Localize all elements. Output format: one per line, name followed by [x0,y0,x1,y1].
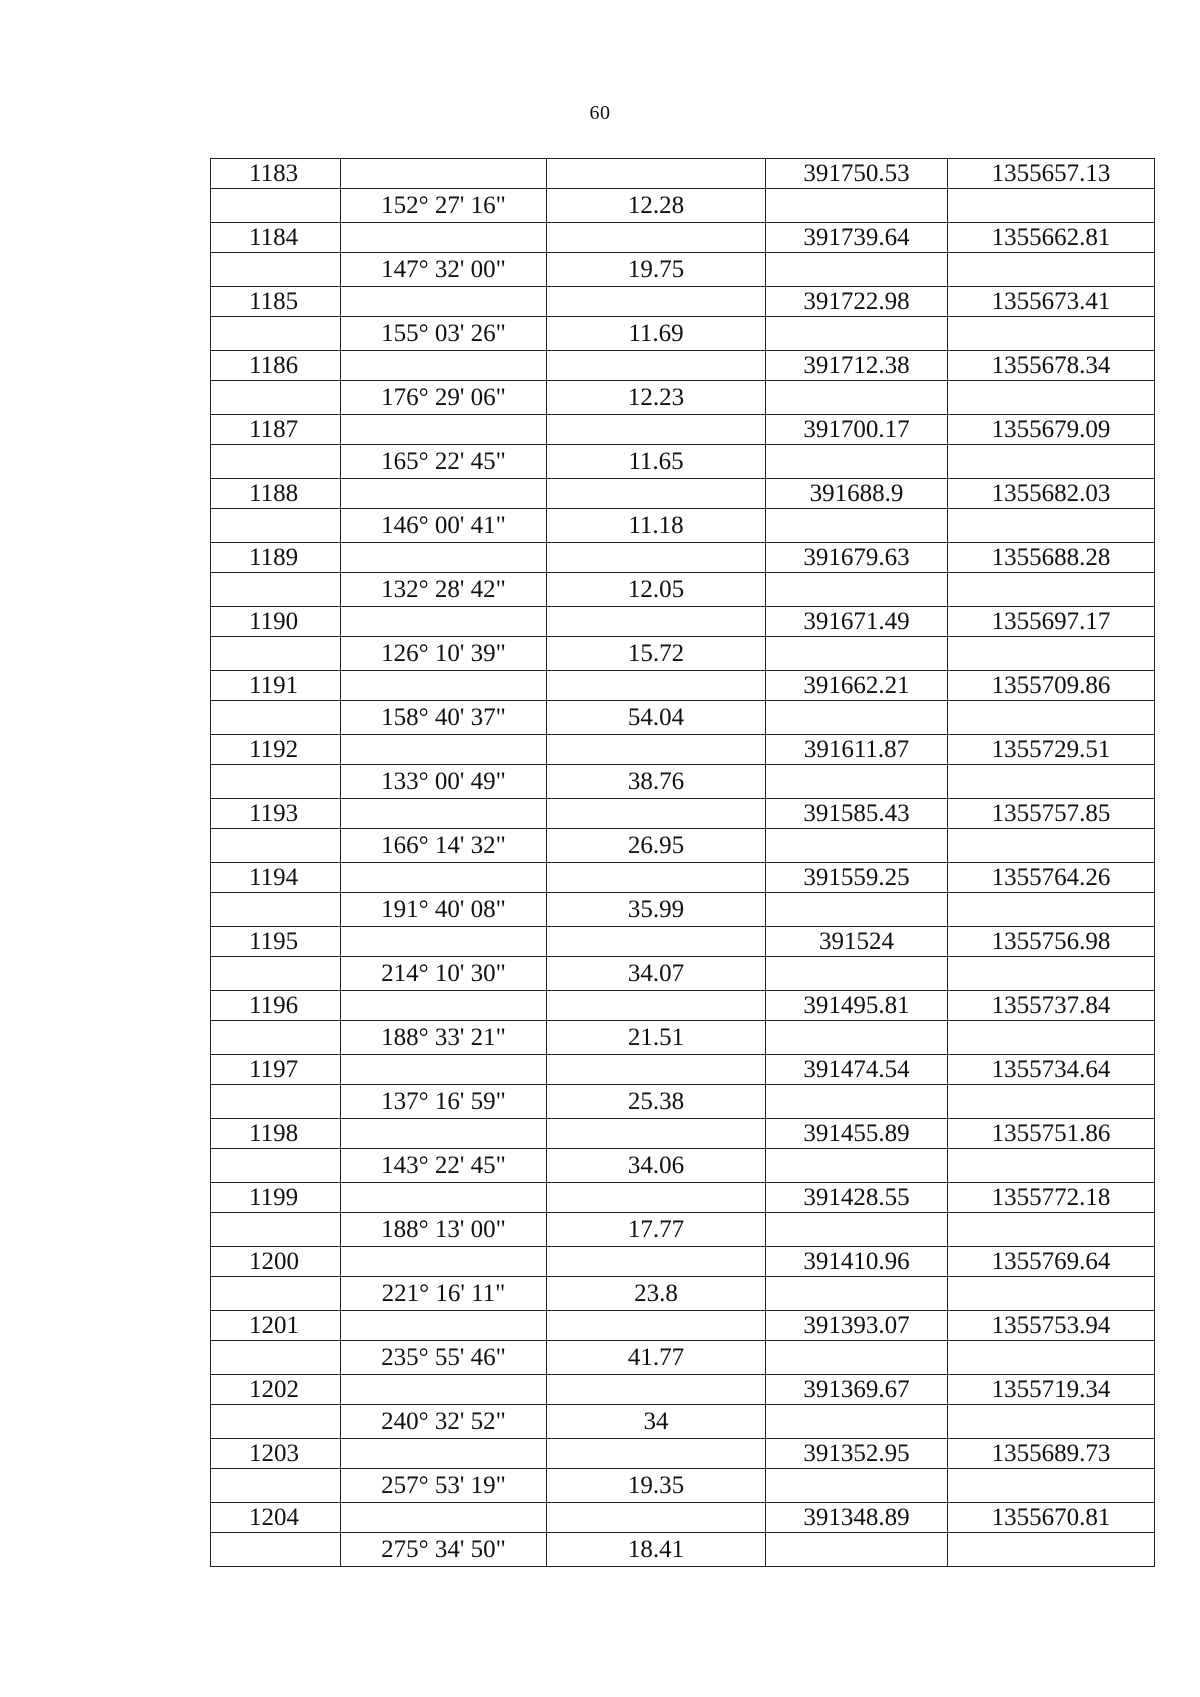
empty-cell [547,159,766,189]
x-coordinate-cell: 391495.81 [766,991,948,1021]
point-row [211,607,1155,637]
x-coordinate-cell: 391739.64 [766,223,948,253]
empty-cell [341,1439,547,1469]
bearing-cell: 152° 27' 16" [341,189,547,223]
empty-cell [766,509,948,543]
segment-row [211,829,1155,863]
x-coordinate-cell: 391585.43 [766,799,948,829]
segment-row [211,701,1155,735]
empty-cell [948,381,1155,415]
point-number-cell: 1195 [211,927,341,957]
empty-cell [341,1247,547,1277]
bearing-cell: 188° 13' 00" [341,1213,547,1247]
empty-cell [341,1119,547,1149]
empty-cell [211,957,341,991]
point-number-cell: 1199 [211,1183,341,1213]
empty-cell [211,445,341,479]
empty-cell [766,1469,948,1503]
empty-cell [211,317,341,351]
point-number-cell: 1187 [211,415,341,445]
empty-cell [948,957,1155,991]
empty-cell [547,351,766,381]
empty-cell [211,253,341,287]
x-coordinate-cell: 391410.96 [766,1247,948,1277]
point-number-cell: 1189 [211,543,341,573]
empty-cell [948,1021,1155,1055]
point-number-cell: 1196 [211,991,341,1021]
empty-cell [766,445,948,479]
empty-cell [948,253,1155,287]
segment-row [211,381,1155,415]
empty-cell [547,1119,766,1149]
empty-cell [766,381,948,415]
empty-cell [211,829,341,863]
empty-cell [547,863,766,893]
y-coordinate-cell: 1355688.28 [948,543,1155,573]
bearing-cell: 132° 28' 42" [341,573,547,607]
distance-cell: 23.8 [547,1277,766,1311]
x-coordinate-cell: 391474.54 [766,1055,948,1085]
bearing-cell: 126° 10' 39" [341,637,547,671]
empty-cell [948,1533,1155,1567]
bearing-cell: 146° 00' 41" [341,509,547,543]
segment-row [211,317,1155,351]
distance-cell: 26.95 [547,829,766,863]
empty-cell [341,991,547,1021]
empty-cell [341,1375,547,1405]
empty-cell [547,1055,766,1085]
empty-cell [547,1183,766,1213]
empty-cell [211,893,341,927]
distance-cell: 19.35 [547,1469,766,1503]
empty-cell [211,381,341,415]
bearing-cell: 155° 03' 26" [341,317,547,351]
empty-cell [948,1213,1155,1247]
distance-cell: 11.69 [547,317,766,351]
segment-row [211,1149,1155,1183]
empty-cell [547,1247,766,1277]
empty-cell [766,317,948,351]
point-row [211,543,1155,573]
empty-cell [547,607,766,637]
y-coordinate-cell: 1355751.86 [948,1119,1155,1149]
point-number-cell: 1190 [211,607,341,637]
point-row [211,1503,1155,1533]
empty-cell [766,829,948,863]
x-coordinate-cell: 391348.89 [766,1503,948,1533]
point-row [211,479,1155,509]
empty-cell [547,1503,766,1533]
x-coordinate-cell: 391662.21 [766,671,948,701]
empty-cell [211,1533,341,1567]
empty-cell [341,799,547,829]
point-row [211,735,1155,765]
x-coordinate-cell: 391428.55 [766,1183,948,1213]
distance-cell: 38.76 [547,765,766,799]
bearing-cell: 137° 16' 59" [341,1085,547,1119]
y-coordinate-cell: 1355772.18 [948,1183,1155,1213]
point-number-cell: 1197 [211,1055,341,1085]
y-coordinate-cell: 1355769.64 [948,1247,1155,1277]
empty-cell [766,189,948,223]
bearing-cell: 240° 32' 52" [341,1405,547,1439]
empty-cell [547,1439,766,1469]
empty-cell [341,1183,547,1213]
empty-cell [341,1311,547,1341]
empty-cell [211,1469,341,1503]
empty-cell [766,253,948,287]
empty-cell [211,1405,341,1439]
segment-row [211,573,1155,607]
point-number-cell: 1183 [211,159,341,189]
empty-cell [948,893,1155,927]
distance-cell: 34.06 [547,1149,766,1183]
distance-cell: 15.72 [547,637,766,671]
segment-row [211,1085,1155,1119]
empty-cell [547,1311,766,1341]
empty-cell [547,223,766,253]
distance-cell: 21.51 [547,1021,766,1055]
empty-cell [948,701,1155,735]
empty-cell [211,1021,341,1055]
bearing-cell: 214° 10' 30" [341,957,547,991]
distance-cell: 35.99 [547,893,766,927]
y-coordinate-cell: 1355678.34 [948,351,1155,381]
distance-cell: 25.38 [547,1085,766,1119]
empty-cell [547,543,766,573]
empty-cell [341,223,547,253]
page-number: 60 [589,102,611,124]
y-coordinate-cell: 1355737.84 [948,991,1155,1021]
x-coordinate-cell: 391559.25 [766,863,948,893]
empty-cell [547,287,766,317]
empty-cell [547,415,766,445]
empty-cell [211,573,341,607]
y-coordinate-cell: 1355689.73 [948,1439,1155,1469]
y-coordinate-cell: 1355662.81 [948,223,1155,253]
bearing-cell: 158° 40' 37" [341,701,547,735]
empty-cell [948,189,1155,223]
segment-row [211,1213,1155,1247]
x-coordinate-cell: 391393.07 [766,1311,948,1341]
empty-cell [211,765,341,799]
point-number-cell: 1186 [211,351,341,381]
empty-cell [766,701,948,735]
empty-cell [766,1149,948,1183]
x-coordinate-cell: 391679.63 [766,543,948,573]
point-row [211,159,1155,189]
point-number-cell: 1185 [211,287,341,317]
distance-cell: 18.41 [547,1533,766,1567]
empty-cell [948,765,1155,799]
empty-cell [766,1341,948,1375]
bearing-cell: 147° 32' 00" [341,253,547,287]
segment-row [211,1341,1155,1375]
segment-row [211,1533,1155,1567]
point-number-cell: 1204 [211,1503,341,1533]
x-coordinate-cell: 391712.38 [766,351,948,381]
bearing-cell: 188° 33' 21" [341,1021,547,1055]
empty-cell [547,799,766,829]
y-coordinate-cell: 1355697.17 [948,607,1155,637]
point-number-cell: 1193 [211,799,341,829]
distance-cell: 12.05 [547,573,766,607]
y-coordinate-cell: 1355764.26 [948,863,1155,893]
distance-cell: 34.07 [547,957,766,991]
segment-row [211,1021,1155,1055]
distance-cell: 12.23 [547,381,766,415]
distance-cell: 41.77 [547,1341,766,1375]
empty-cell [766,573,948,607]
empty-cell [547,1375,766,1405]
bearing-cell: 221° 16' 11" [341,1277,547,1311]
point-row [211,671,1155,701]
empty-cell [341,479,547,509]
point-number-cell: 1194 [211,863,341,893]
empty-cell [948,1469,1155,1503]
empty-cell [766,765,948,799]
distance-cell: 19.75 [547,253,766,287]
empty-cell [341,351,547,381]
bearing-cell: 133° 00' 49" [341,765,547,799]
y-coordinate-cell: 1355753.94 [948,1311,1155,1341]
segment-row [211,637,1155,671]
x-coordinate-cell: 391455.89 [766,1119,948,1149]
empty-cell [341,671,547,701]
segment-row [211,189,1155,223]
point-number-cell: 1192 [211,735,341,765]
empty-cell [211,1341,341,1375]
empty-cell [766,1405,948,1439]
point-number-cell: 1191 [211,671,341,701]
point-row [211,1311,1155,1341]
segment-row [211,893,1155,927]
empty-cell [948,1405,1155,1439]
point-row [211,991,1155,1021]
distance-cell: 54.04 [547,701,766,735]
empty-cell [948,445,1155,479]
point-row [211,223,1155,253]
y-coordinate-cell: 1355729.51 [948,735,1155,765]
bearing-cell: 191° 40' 08" [341,893,547,927]
empty-cell [948,1277,1155,1311]
empty-cell [766,893,948,927]
point-row [211,927,1155,957]
bearing-cell: 166° 14' 32" [341,829,547,863]
empty-cell [211,1085,341,1119]
point-row [211,1183,1155,1213]
empty-cell [766,637,948,671]
y-coordinate-cell: 1355682.03 [948,479,1155,509]
bearing-cell: 275° 34' 50" [341,1533,547,1567]
point-number-cell: 1188 [211,479,341,509]
empty-cell [948,317,1155,351]
empty-cell [948,1085,1155,1119]
empty-cell [766,1277,948,1311]
distance-cell: 11.18 [547,509,766,543]
empty-cell [341,159,547,189]
empty-cell [341,415,547,445]
bearing-cell: 165° 22' 45" [341,445,547,479]
y-coordinate-cell: 1355756.98 [948,927,1155,957]
empty-cell [211,1277,341,1311]
point-row [211,351,1155,381]
segment-row [211,1277,1155,1311]
y-coordinate-cell: 1355673.41 [948,287,1155,317]
empty-cell [547,991,766,1021]
y-coordinate-cell: 1355657.13 [948,159,1155,189]
bearing-cell: 143° 22' 45" [341,1149,547,1183]
segment-row [211,445,1155,479]
segment-row [211,509,1155,543]
segment-row [211,1405,1155,1439]
x-coordinate-cell: 391722.98 [766,287,948,317]
empty-cell [341,287,547,317]
distance-cell: 34 [547,1405,766,1439]
y-coordinate-cell: 1355719.34 [948,1375,1155,1405]
bearing-cell: 235° 55' 46" [341,1341,547,1375]
x-coordinate-cell: 391750.53 [766,159,948,189]
point-number-cell: 1198 [211,1119,341,1149]
empty-cell [948,1149,1155,1183]
empty-cell [211,189,341,223]
y-coordinate-cell: 1355757.85 [948,799,1155,829]
segment-row [211,1469,1155,1503]
empty-cell [211,1213,341,1247]
empty-cell [211,701,341,735]
point-row [211,863,1155,893]
y-coordinate-cell: 1355709.86 [948,671,1155,701]
distance-cell: 11.65 [547,445,766,479]
empty-cell [211,1149,341,1183]
point-number-cell: 1203 [211,1439,341,1469]
point-row [211,1247,1155,1277]
empty-cell [948,637,1155,671]
x-coordinate-cell: 391688.9 [766,479,948,509]
y-coordinate-cell: 1355679.09 [948,415,1155,445]
point-row [211,1375,1155,1405]
point-number-cell: 1202 [211,1375,341,1405]
bearing-cell: 176° 29' 06" [341,381,547,415]
empty-cell [766,1213,948,1247]
point-row [211,1439,1155,1469]
empty-cell [948,573,1155,607]
empty-cell [766,957,948,991]
empty-cell [341,863,547,893]
empty-cell [948,829,1155,863]
x-coordinate-cell: 391611.87 [766,735,948,765]
empty-cell [547,479,766,509]
table-body [211,159,1155,1567]
empty-cell [341,1503,547,1533]
empty-cell [547,735,766,765]
y-coordinate-cell: 1355670.81 [948,1503,1155,1533]
segment-row [211,765,1155,799]
x-coordinate-cell: 391671.49 [766,607,948,637]
distance-cell: 12.28 [547,189,766,223]
empty-cell [547,671,766,701]
segment-row [211,253,1155,287]
x-coordinate-cell: 391524 [766,927,948,957]
point-row [211,1119,1155,1149]
y-coordinate-cell: 1355734.64 [948,1055,1155,1085]
x-coordinate-cell: 391700.17 [766,415,948,445]
empty-cell [341,607,547,637]
empty-cell [341,735,547,765]
point-number-cell: 1200 [211,1247,341,1277]
point-number-cell: 1184 [211,223,341,253]
point-number-cell: 1201 [211,1311,341,1341]
empty-cell [211,509,341,543]
x-coordinate-cell: 391352.95 [766,1439,948,1469]
segment-row [211,957,1155,991]
empty-cell [948,1341,1155,1375]
point-row [211,799,1155,829]
empty-cell [948,509,1155,543]
empty-cell [341,1055,547,1085]
bearing-cell: 257° 53' 19" [341,1469,547,1503]
survey-coordinates-table [210,158,1155,1567]
empty-cell [766,1021,948,1055]
x-coordinate-cell: 391369.67 [766,1375,948,1405]
point-row [211,1055,1155,1085]
empty-cell [211,637,341,671]
empty-cell [766,1533,948,1567]
empty-cell [341,543,547,573]
empty-cell [766,1085,948,1119]
distance-cell: 17.77 [547,1213,766,1247]
point-row [211,287,1155,317]
point-row [211,415,1155,445]
empty-cell [547,927,766,957]
empty-cell [341,927,547,957]
